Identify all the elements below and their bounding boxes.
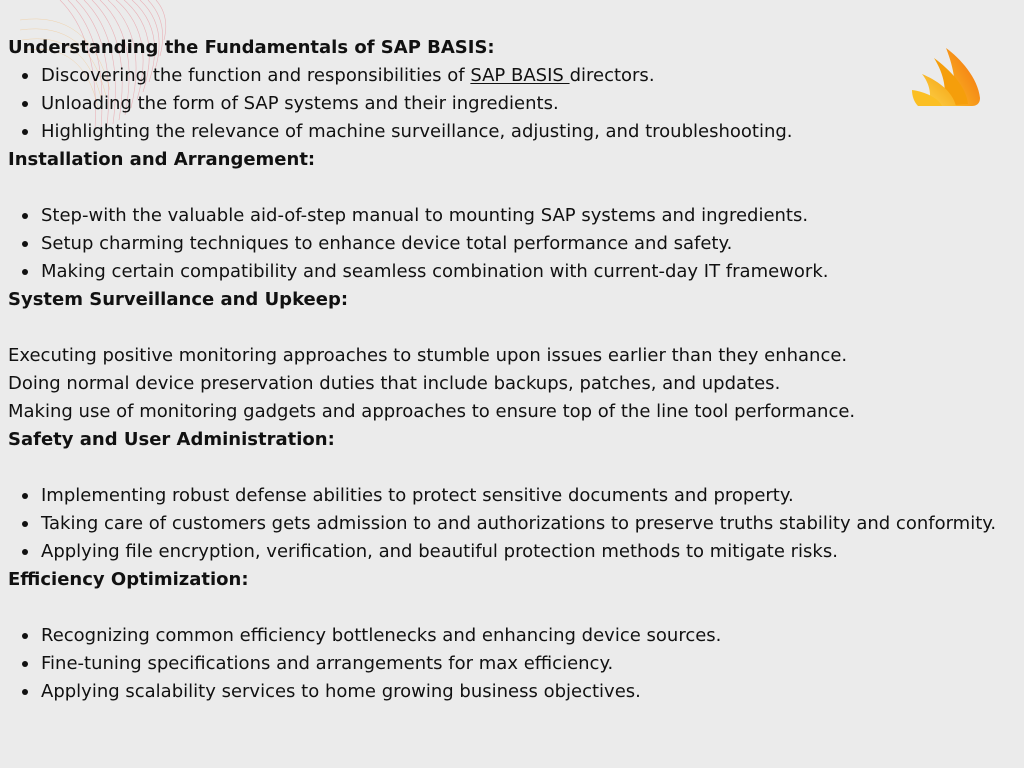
list-item-text: directors.	[569, 65, 655, 86]
list-item-text: Discovering the function and responsibilities of	[41, 65, 471, 86]
list-item: Making certain compatibility and seamless combination with current-day IT framework.	[41, 258, 1024, 286]
list-item: Step-with the valuable aid-of-step manual to mounting SAP systems and ingredients.	[41, 202, 1024, 230]
list-installation	[8, 202, 1024, 286]
paragraph-line: Making use of monitoring gadgets and approaches to ensure top of the line tool performance.	[8, 401, 856, 422]
list-efficiency	[8, 622, 1024, 706]
list-item	[41, 62, 1024, 90]
paragraph-line: Executing positive monitoring approaches to stumble upon issues earlier than they enhance.	[8, 345, 848, 366]
list-fundamentals	[8, 62, 1024, 146]
list-item: Recognizing common efficiency bottlenecks and enhancing device sources.	[41, 622, 1024, 650]
section-heading-installation: Installation and Arrangement:	[8, 149, 316, 170]
list-item: Fine-tuning specifications and arrangements for max efficiency.	[41, 650, 1024, 678]
list-item: Applying file encryption, verification, and beautiful protection methods to mitigate risks.	[41, 538, 1024, 566]
paragraph-line: Doing normal device preservation duties that include backups, patches, and updates.	[8, 373, 781, 394]
section-heading-surveillance: System Surveillance and Upkeep:	[8, 289, 349, 310]
section-heading-safety: Safety and User Administration:	[8, 429, 335, 450]
section-heading-efficiency: Efficiency Optimization:	[8, 569, 249, 590]
list-item: Highlighting the relevance of machine surveillance, adjusting, and troubleshooting.	[41, 118, 1024, 146]
list-item: Implementing robust defense abilities to protect sensitive documents and property.	[41, 482, 1024, 510]
list-item: Taking care of customers gets admission to and authorizations to preserve truths stability and conformity.	[41, 510, 1024, 538]
list-safety	[8, 482, 1024, 566]
sap-basis-link[interactable]: SAP BASIS	[470, 65, 570, 86]
list-item: Applying scalability services to home growing business objectives.	[41, 678, 1024, 706]
list-item: Unloading the form of SAP systems and their ingredients.	[41, 90, 1024, 118]
section-heading-fundamentals: Understanding the Fundamentals of SAP BASIS:	[8, 37, 495, 58]
list-item: Setup charming techniques to enhance device total performance and safety.	[41, 230, 1024, 258]
document-body	[8, 34, 1024, 706]
